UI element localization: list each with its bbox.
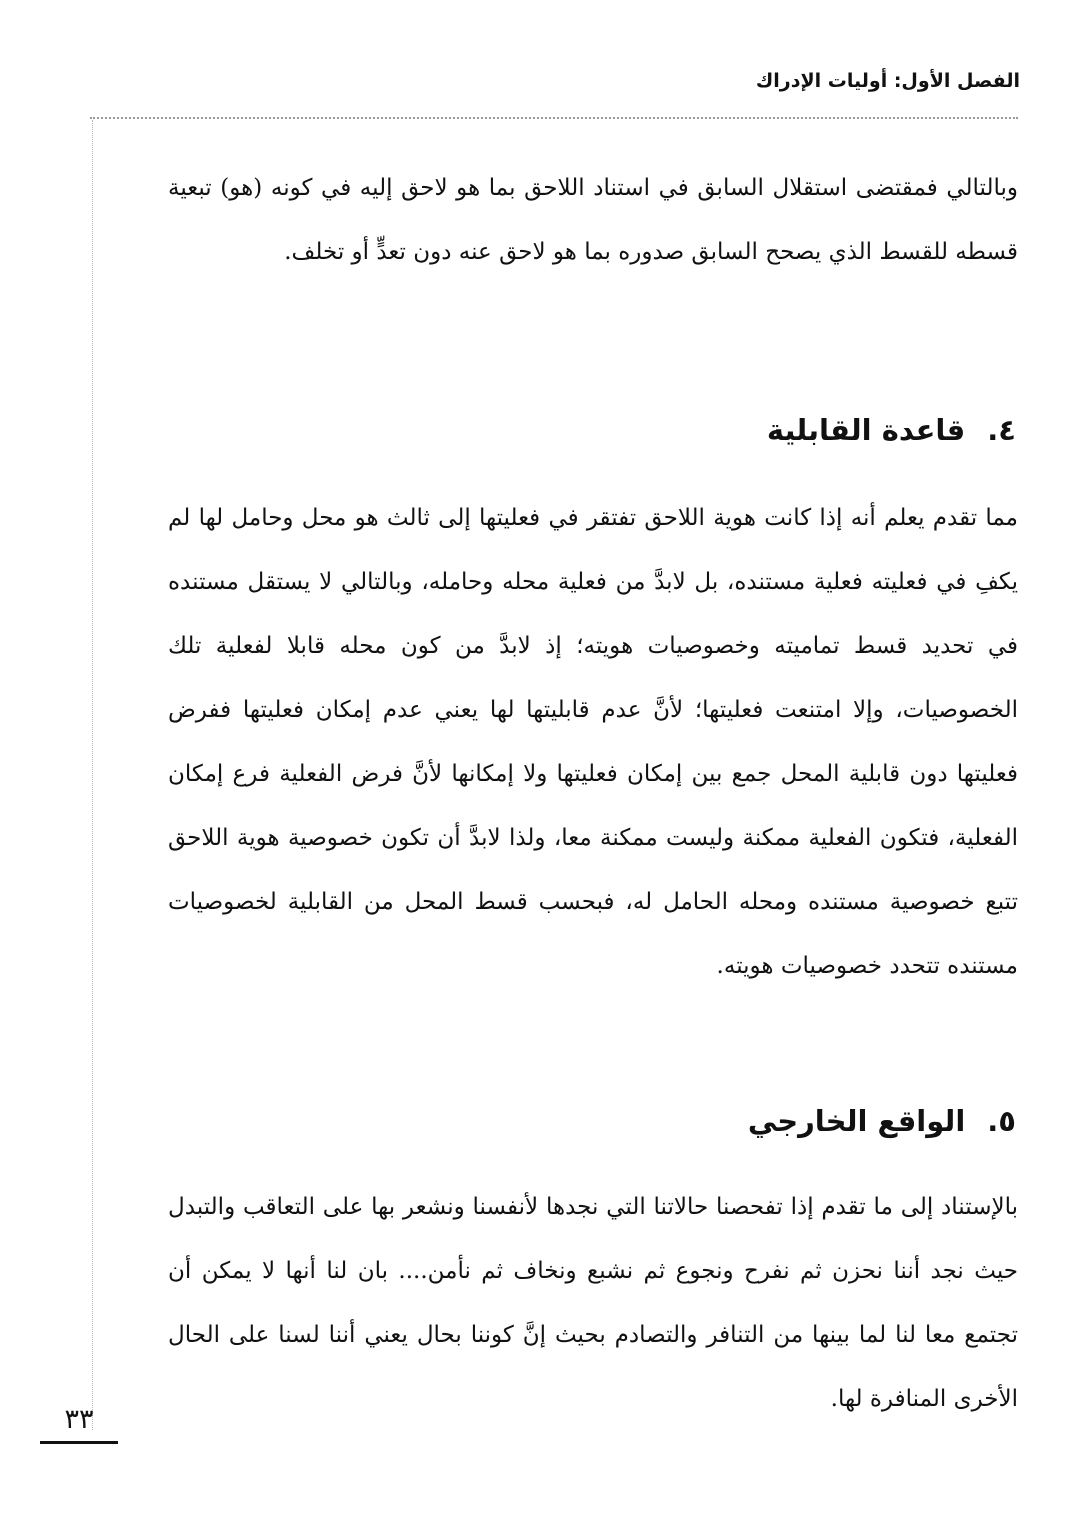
margin-dotted-rule — [92, 120, 93, 1430]
section-number: ٥. — [987, 1104, 1016, 1138]
section-title: الواقع الخارجي — [747, 1104, 966, 1138]
header-dotted-rule — [90, 117, 1018, 119]
section-heading-receptivity — [767, 413, 1016, 447]
page-number: ٣٣ — [40, 1403, 118, 1444]
paragraph-external-reality: بالإستناد إلى ما تقدم إذا تفحصنا حالاتنا التي نجدها لأنفسنا ونشعر بها على التعاقب والتبدل حيث نجد أننا نحزن ثم نفرح ونجوع ثم نشبع ونخاف ثم نأمن.... بان لنا أنها لا يمكن أن تجتمع معا لنا لما بينها من التنافر والتصادم بحيث إنَّ كوننا بحال يعني أننا لسنا على الحال الأخرى المنافرة لها. — [168, 1194, 1018, 1412]
section-number: ٤. — [987, 413, 1016, 447]
paragraph-receptivity: مما تقدم يعلم أنه إذا كانت هوية اللاحق تفتقر في فعليتها إلى ثالث هو محل وحامل لها لم يكفِ في فعليته فعلية مستنده، بل لابدَّ من فعلية محله وحامله، وبالتالي لا يستقل مستنده في تحديد قسط تماميته وخصوصيات هويته؛ إذ لابدَّ من كون محله قابلا لفعلية تلك الخصوصيات، وإلا امتنعت فعليتها؛ لأنَّ عدم قابليتها لها يعني عدم إمكان فعليتها ففرض فعليتها دون قابلية المحل جمع بين إمكان فعليتها ولا إمكانها لأنَّ فرض الفعلية فرع إمكان الفعلية، فتكون الفعلية ممكنة وليست ممكنة معا، ولذا لابدَّ أن تكون خصوصية هوية اللاحق تتبع خصوصية مستنده ومحله الحامل له، فبحسب قسط المحل من القابلية لخصوصيات مستنده تتحدد خصوصيات هويته. — [168, 505, 1018, 979]
section-heading-external-reality — [748, 1104, 1016, 1138]
section-title: قاعدة القابلية — [766, 413, 966, 447]
paragraph-continuation: وبالتالي فمقتضى استقلال السابق في استناد اللاحق بما هو لاحق إليه في كونه (هو) تبعية قسطه للقسط الذي يصحح السابق صدوره بما هو لاحق عنه دون تعدٍّ أو تخلف. — [168, 175, 1018, 265]
running-header-title: الفصل الأول: أوليات الإدراك — [755, 70, 1020, 92]
